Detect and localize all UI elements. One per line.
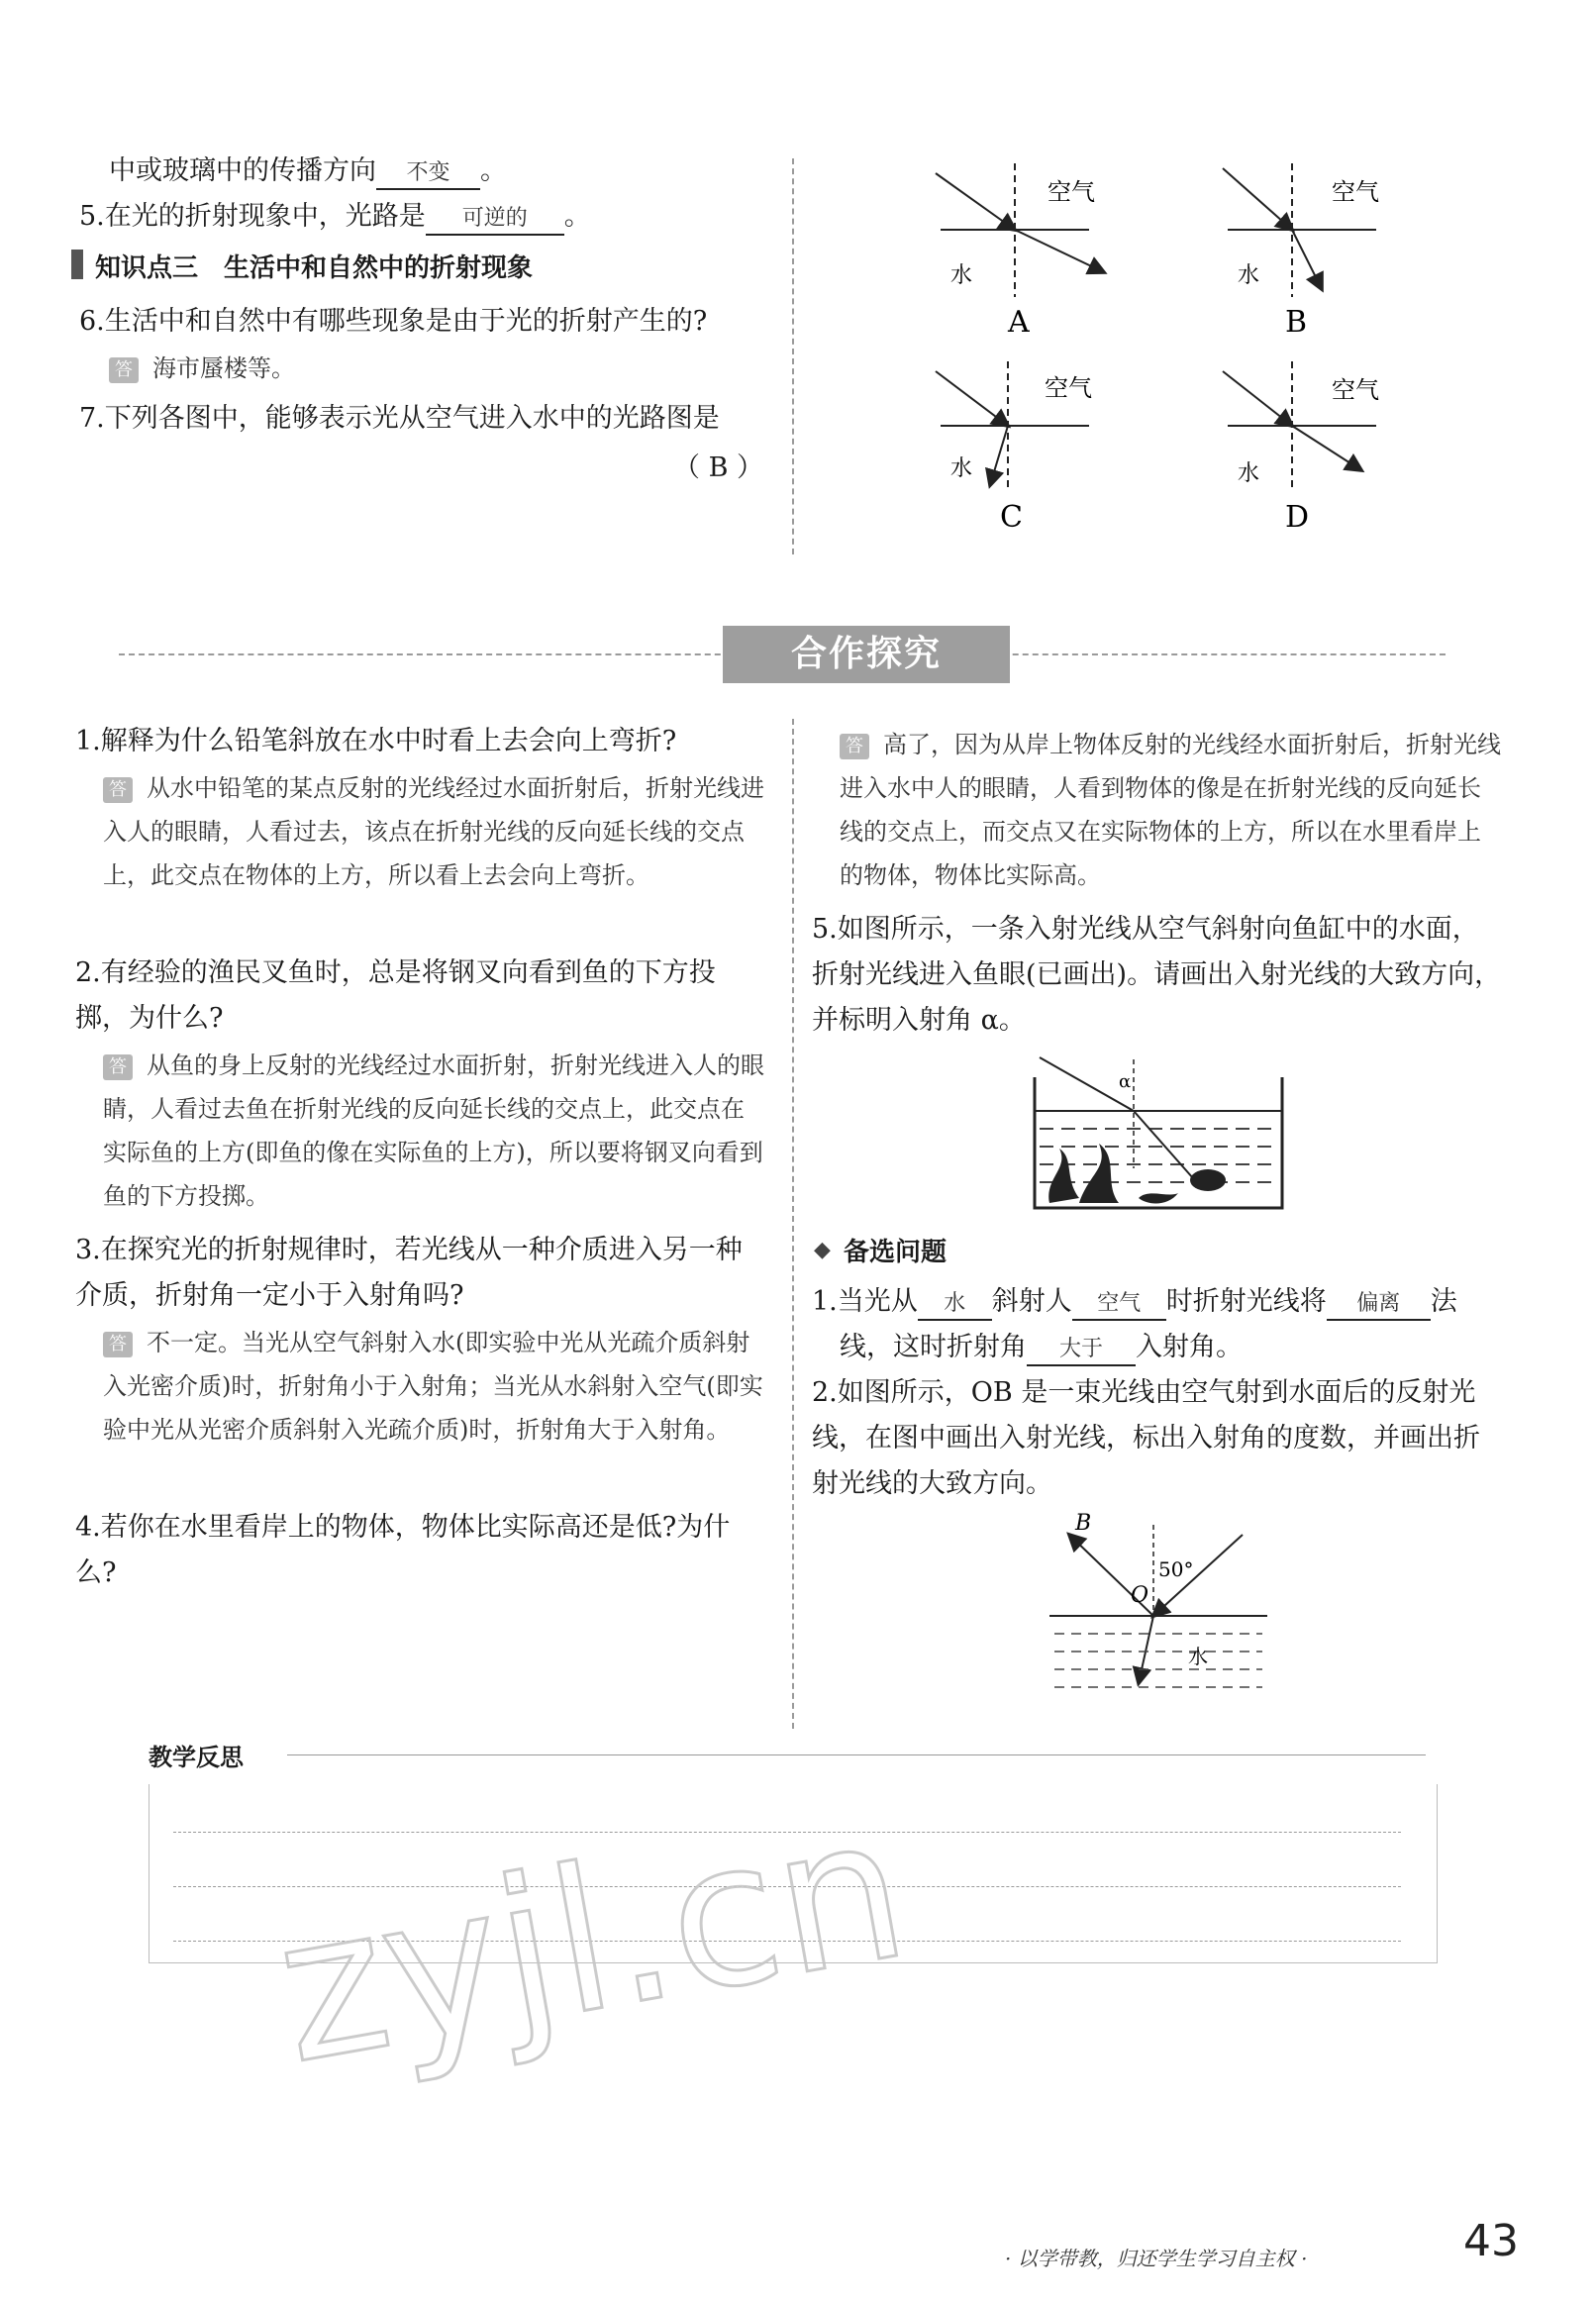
footer-slogan: · 以学带教，归还学生学习自主权 · [1005, 2247, 1308, 2270]
angle-label: 50° [1158, 1557, 1194, 1581]
question-6: 6.生活中和自然中有哪些现象是由于光的折射产生的? [79, 306, 708, 337]
backup-title: 备选问题 [844, 1238, 948, 1267]
label-b: B [1075, 1511, 1092, 1536]
collab-answer-2 [103, 1044, 766, 1218]
column-divider [792, 158, 794, 554]
blank-answer: 可逆的 [426, 204, 564, 236]
collab-q1: 1.解释为什么铅笔斜放在水中时看上去会向上弯折? [75, 726, 677, 756]
diamond-icon: ◆ [814, 1238, 831, 1262]
text: 1.当光从 [812, 1286, 918, 1317]
water-label: 水 [1188, 1645, 1208, 1668]
reflection-rule [287, 1754, 1426, 1755]
collab-answer-4 [840, 723, 1503, 897]
collab-q4: 4.若你在水里看岸上的物体，物体比实际高还是低?为什么? [75, 1512, 731, 1588]
question-5 [79, 194, 591, 240]
collab-answer-3 [103, 1321, 766, 1452]
blank-answer: 水 [918, 1289, 992, 1321]
answer-icon: 答 [103, 777, 133, 803]
column-divider-2 [792, 719, 794, 1729]
seaweed [1048, 1144, 1178, 1203]
collab-q2: 2.有经验的渔民叉鱼时，总是将钢叉向看到鱼的下方投掷，为什么? [75, 957, 716, 1034]
label-c: C [1000, 500, 1023, 535]
water-label: 水 [950, 263, 973, 288]
label-d: D [1285, 500, 1310, 535]
answer-icon: 答 [840, 734, 869, 759]
answer-text: 不一定。当光从空气斜射入水(即实验中光从光疏介质斜射入光密介质)时，折射角小于入射角；当光从水斜射入空气(即实验中光从光密介质斜射入光疏介质)时，折射角大于入射角。 [103, 1329, 763, 1444]
answer-icon: 答 [109, 357, 139, 383]
answer-text: 海市蜃楼等。 [152, 354, 295, 382]
section3-title: 知识点三 生活中和自然中的折射现象 [95, 253, 534, 283]
text: 中或玻璃中的传播方向 [109, 155, 376, 186]
collab-q5: 5.如图所示，一条入射光线从空气斜射向鱼缸中的水面，折射光线进入鱼眼(已画出)。请画出入射光线的大致方向，并标明入射角 α。 [812, 914, 1502, 1036]
answer-icon: 答 [103, 1332, 133, 1357]
water-label: 水 [1238, 461, 1260, 486]
fish [1190, 1169, 1226, 1191]
blank-answer: 偏离 [1327, 1289, 1431, 1321]
fish-tank-figure [1020, 1050, 1297, 1213]
watermark: zyjl.cn [262, 1771, 922, 2109]
diagram-a [936, 163, 1104, 340]
answer-icon: 答 [103, 1054, 133, 1080]
answer-7: （ B ） [673, 452, 764, 483]
label-o: O [1131, 1583, 1149, 1608]
diagram-b [1223, 163, 1379, 340]
section-marker [71, 250, 83, 279]
text: 线，这时折射角 [840, 1332, 1027, 1362]
page-number: 43 [1463, 2216, 1519, 2266]
text: 法 [1430, 1286, 1457, 1317]
answer-text: 从水中铅笔的某点反射的光线经过水面折射后，折射光线进入人的眼睛，人看过去，该点在折射光线的反向延长线的交点上，此交点在物体的上方，所以看上去会向上弯折。 [103, 774, 764, 889]
air-label: 空气 [1045, 374, 1092, 402]
question-7: 7.下列各图中，能够表示光从空气进入水中的光路图是 [79, 403, 720, 434]
air-label: 空气 [1047, 178, 1095, 206]
text: 。 [563, 201, 591, 232]
reflection-title: 教学反思 [149, 1744, 244, 1771]
text: 时折射光线将 [1165, 1286, 1327, 1317]
diagram-d [1223, 361, 1379, 535]
refraction-diagrams-q7 [891, 158, 1446, 554]
blank-answer: 不变 [376, 158, 480, 190]
label-a: A [1008, 305, 1030, 340]
backup-q2: 2.如图所示，OB 是一束光线由空气射到水面后的反射光线，在图中画出入射光线，标出入射角的度数，并画出折射光线的大致方向。 [812, 1377, 1480, 1499]
backup-q1-line2 [840, 1325, 1243, 1370]
diagram-c [936, 361, 1092, 535]
collab-answer-1 [103, 766, 766, 897]
blank-answer: 大于 [1027, 1335, 1136, 1366]
water-label: 水 [1238, 263, 1260, 288]
air-label: 空气 [1332, 376, 1379, 404]
backup-q1-line1 [812, 1279, 1457, 1325]
reflection-figure [1040, 1505, 1287, 1723]
answer-6 [109, 347, 295, 390]
collab-q3: 3.在探究光的折射规律时，若光线从一种介质进入另一种介质，折射角一定小于入射角吗? [75, 1235, 743, 1311]
text: 。 [480, 155, 507, 186]
answer-text: 高了，因为从岸上物体反射的光线经水面折射后，折射光线进入水中人的眼睛，人看到物体的像是在折射光线的反向延长线的交点上，而交点又在实际物体的上方，所以在水里看岸上的物体，物体比实际高。 [840, 731, 1501, 889]
label-b: B [1285, 305, 1308, 340]
q4-continuation [109, 149, 507, 194]
blank-answer: 空气 [1072, 1289, 1166, 1321]
alpha-label: α [1119, 1071, 1132, 1092]
text: 斜射人 [991, 1286, 1072, 1317]
text: 入射角。 [1136, 1332, 1243, 1362]
water-label: 水 [950, 456, 973, 481]
banner-title: 合作探究 [723, 626, 1010, 683]
answer-text: 从鱼的身上反射的光线经过水面折射，折射光线进入人的眼睛，人看过去鱼在折射光线的反向延长线的交点上，此交点在实际鱼的上方(即鱼的像在实际鱼的上方)，所以要将钢叉向看到鱼的下方投掷。 [103, 1052, 764, 1210]
text: 5.在光的折射现象中，光路是 [79, 201, 426, 232]
air-label: 空气 [1332, 178, 1379, 206]
